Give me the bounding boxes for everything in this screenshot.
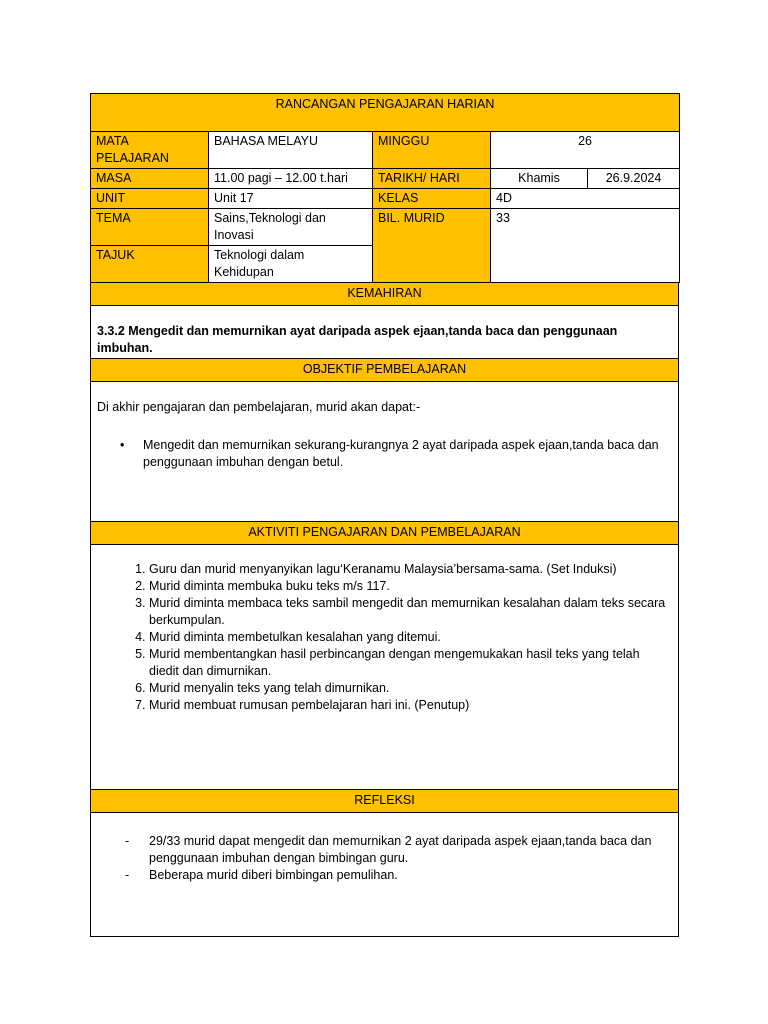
topic-value: Teknologi dalam Kehidupan [209, 246, 373, 283]
week-label: MINGGU [373, 132, 491, 169]
objectives-section [90, 359, 679, 522]
date-label: TARIKH/ HARI [373, 169, 491, 189]
activities-list [97, 561, 672, 714]
list-item: - 29/33 murid dapat mengedit dan memurnikan 2 ayat daripada aspek ejaan,tanda baca dan penggunaan imbuhan dengan bimbingan guru. [149, 833, 672, 867]
list-item: • Mengedit dan memurnikan sekurang-kurangnya 2 ayat daripada aspek ejaan,tanda baca dan penggunaan imbuhan dengan betul. [143, 437, 672, 471]
reflection-section [90, 790, 679, 937]
time-value: 11.00 pagi – 12.00 t.hari [209, 169, 373, 189]
objectives-intro: Di akhir pengajaran dan pembelajaran, murid akan dapat:- [97, 400, 421, 414]
page-title: RANCANGAN PENGAJARAN HARIAN [91, 94, 680, 132]
list-item: 7. Murid membuat rumusan pembelajaran hari ini. (Penutup) [149, 697, 672, 714]
skills-section [90, 283, 679, 359]
time-label: MASA [91, 169, 209, 189]
week-value: 26 [491, 132, 680, 169]
lesson-info-table [90, 93, 680, 283]
lesson-plan-document [90, 93, 679, 937]
objectives-heading: OBJEKTIF PEMBELAJARAN [91, 359, 678, 382]
list-item: 2. Murid diminta membuka buku teks m/s 117. [149, 578, 672, 595]
theme-value: Sains,Teknologi dan Inovasi [209, 209, 373, 246]
unit-value: Unit 17 [209, 189, 373, 209]
list-item: 3. Murid diminta membaca teks sambil mengedit dan memurnikan kesalahan dalam teks secara berkumpulan. [149, 595, 672, 629]
list-item: 5. Murid membentangkan hasil perbincangan dengan mengemukakan hasil teks yang telah diedit dan dimurnikan. [149, 646, 672, 680]
unit-label: UNIT [91, 189, 209, 209]
students-label: BIL. MURID [373, 209, 491, 283]
reflection-heading: REFLEKSI [91, 790, 678, 813]
day-value: Khamis [491, 169, 588, 189]
list-item: 1. Guru dan murid menyanyikan lagu‘Keranamu Malaysia’bersama-sama. (Set Induksi) [149, 561, 672, 578]
skills-heading: KEMAHIRAN [91, 283, 678, 306]
list-item: 6. Murid menyalin teks yang telah dimurnikan. [149, 680, 672, 697]
reflection-list [97, 833, 672, 884]
skills-text: 3.3.2 Mengedit dan memurnikan ayat daripada aspek ejaan,tanda baca dan penggunaan imbuhan. [97, 324, 618, 355]
activities-section [90, 522, 679, 790]
topic-label: TAJUK [91, 246, 209, 283]
list-item: - Beberapa murid diberi bimbingan pemulihan. [149, 867, 672, 884]
students-value: 33 [491, 209, 680, 283]
theme-label: TEMA [91, 209, 209, 246]
objectives-list [97, 437, 672, 471]
list-item: 4. Murid diminta membetulkan kesalahan yang ditemui. [149, 629, 672, 646]
class-value: 4D [491, 189, 680, 209]
class-label: KELAS [373, 189, 491, 209]
subject-label: MATA PELAJARAN [91, 132, 209, 169]
subject-value: BAHASA MELAYU [209, 132, 373, 169]
activities-heading: AKTIVITI PENGAJARAN DAN PEMBELAJARAN [91, 522, 678, 545]
date-value: 26.9.2024 [588, 169, 680, 189]
